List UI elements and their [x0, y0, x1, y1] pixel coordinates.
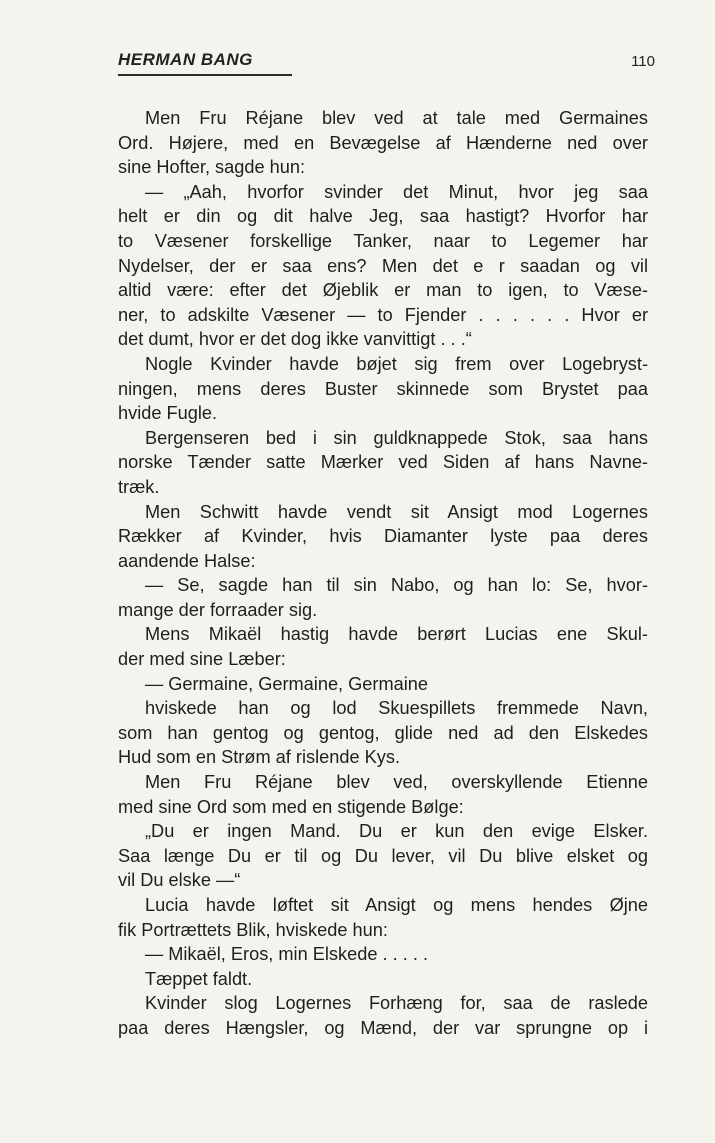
text-line: hviskede han og lod Skuespillets fremmede Navn, — [145, 698, 648, 719]
text-line: to Væsener forskellige Tanker, naar to Legemer har — [118, 230, 648, 251]
text-line: Hud som en Strøm af rislende Kys. — [118, 747, 401, 768]
text-line: paa deres Hængsler, og Mænd, der var sprungne op i — [118, 1017, 648, 1038]
text-line: — Germaine, Germaine, Germaine — [145, 673, 429, 694]
text-line: Nogle Kvinder havde bøjet sig frem over Logebryst- — [145, 353, 648, 374]
text-line: vil Du elske —“ — [118, 870, 241, 891]
text-line: ningen, mens deres Buster skinnede som Brystet paa — [118, 378, 648, 399]
text-line: som han gentog og gentog, glide ned ad den Elskedes — [118, 722, 648, 743]
running-header — [118, 50, 655, 78]
text-line: ner, to adskilte Væsener — to Fjender . . . . . . Hvor er — [118, 304, 648, 325]
text-line: mange der forraader sig. — [118, 599, 318, 620]
text-line: altid være: efter det Øjeblik er man to igen, to Væse- — [118, 280, 648, 301]
text-line: træk. — [118, 476, 160, 497]
text-line: fik Portrættets Blik, hviskede hun: — [118, 919, 388, 940]
text-line: Men Fru Réjane blev ved at tale med Germaines — [145, 108, 648, 128]
text-line: Men Fru Réjane blev ved, overskyllende Etienne — [145, 772, 648, 793]
text-line: — „Aah, hvorfor svinder det Minut, hvor jeg saa — [145, 181, 648, 202]
text-line: Ord. Højere, med en Bevægelse af Hænderne ned over — [118, 132, 648, 153]
text-line: Rækker af Kvinder, hvis Diamanter lyste paa deres — [118, 526, 648, 547]
text-line: Bergenseren bed i sin guldknappede Stok, saa hans — [145, 427, 648, 448]
text-line: det dumt, hvor er det dog ikke vanvittigt . . .“ — [118, 329, 472, 350]
text-line: sine Hofter, sagde hun: — [118, 157, 306, 178]
text-line: Kvinder slog Logernes Forhæng for, saa de raslede — [145, 993, 648, 1014]
text-line: — Se, sagde han til sin Nabo, og han lo: Se, hvor- — [145, 575, 648, 596]
text-line: Lucia havde løftet sit Ansigt og mens hendes Øjne — [145, 895, 648, 915]
text-line: Men Schwitt havde vendt sit Ansigt mod Logernes — [145, 501, 648, 522]
text-line: Nydelser, der er saa ens? Men det e r saadan og vil — [118, 255, 648, 276]
text-line: hvide Fugle. — [118, 403, 218, 424]
text-line: Tæppet faldt. — [145, 968, 253, 989]
text-line: aandende Halse: — [118, 550, 256, 571]
page-number: 110 — [631, 53, 655, 70]
text-line: norske Tænder satte Mærker ved Siden af hans Navne- — [118, 452, 648, 473]
text-line: Mens Mikaël hastig havde berørt Lucias ene Skul- — [145, 624, 648, 645]
text-line: — Mikaël, Eros, min Elskede . . . . . — [145, 944, 428, 965]
header-underline — [118, 74, 292, 76]
text-line: med sine Ord som med en stigende Bølge: — [118, 796, 464, 817]
body-text — [118, 106, 648, 1041]
text-line: Saa længe Du er til og Du lever, vil Du blive elsket og — [118, 845, 648, 866]
author-name: HERMAN BANG — [118, 50, 253, 69]
text-line: „Du er ingen Mand. Du er kun den evige Elsker. — [145, 821, 648, 842]
text-line: helt er din og dit halve Jeg, saa hastigt? Hvorfor har — [118, 206, 648, 227]
text-line: der med sine Læber: — [118, 649, 286, 670]
